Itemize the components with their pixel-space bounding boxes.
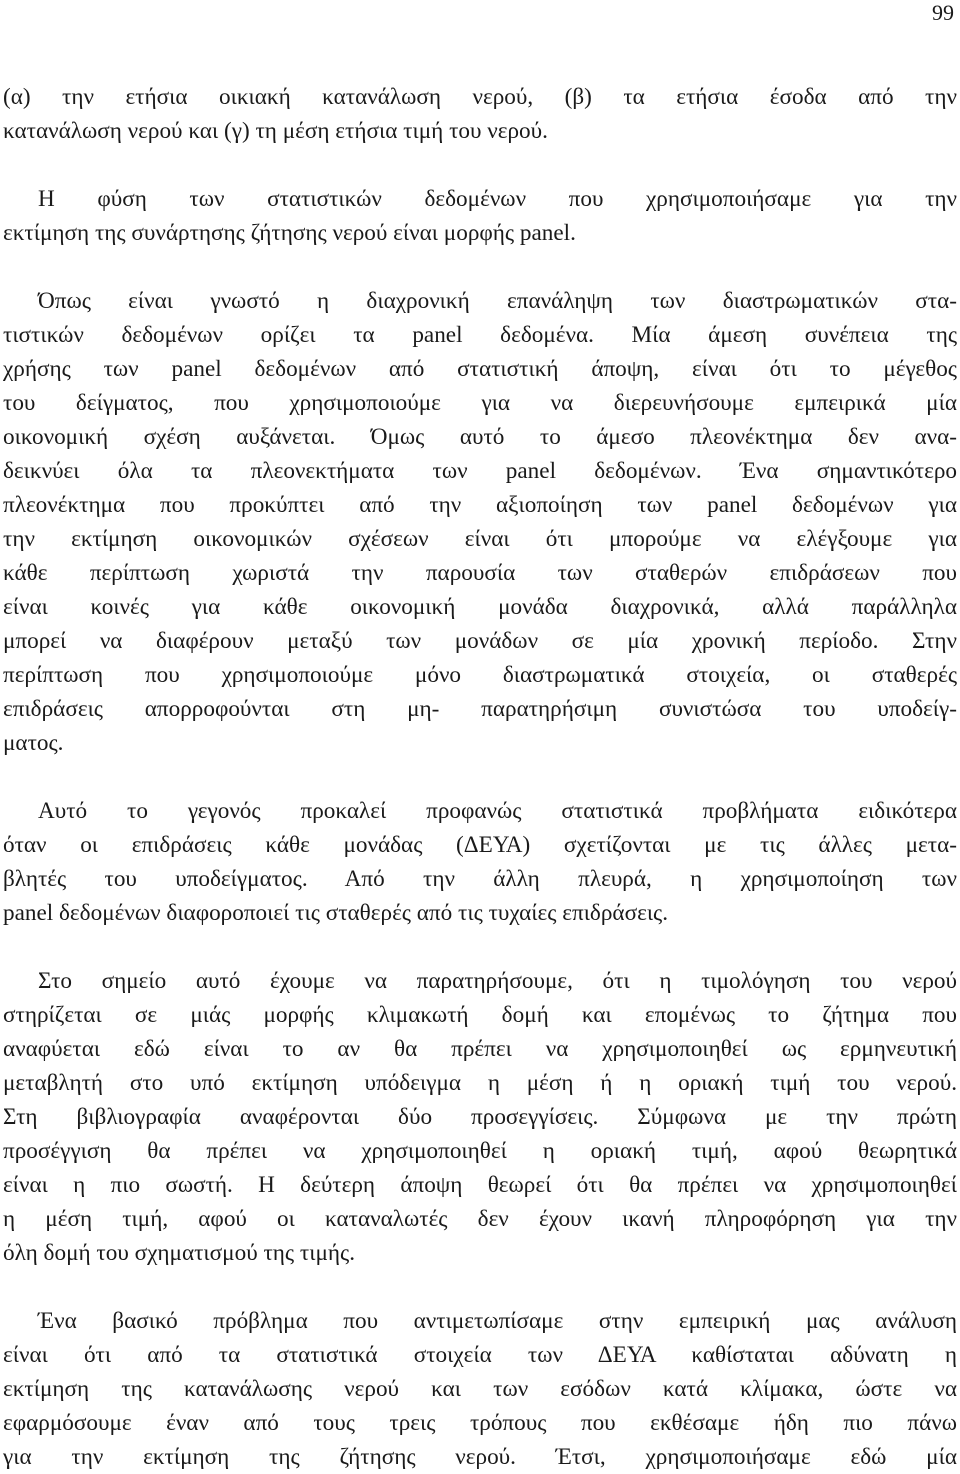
text-line: όλη δομή του σχηματισμού της τιμής. (3, 1240, 355, 1266)
text-line: στηρίζεται σε μιάς μορφής κλιμακωτή δομή και επομένως το ζήτημα που (3, 1002, 957, 1028)
page-number: 99 (932, 0, 954, 25)
text-line: Η φύση των στατιστικών δεδομένων που χρησιμοποιήσαμε για την (38, 186, 957, 212)
body-text (3, 80, 957, 1474)
text-line: περίπτωση που χρησιμοποιούμε μόνο διαστρωματικά στοιχεία, οι σταθερές (3, 662, 957, 688)
text-line: Όπως είναι γνωστό η διαχρονική επανάληψη των διαστρωματικών στα- (38, 288, 957, 314)
text-line: πλεονέκτημα που προκύπτει από την αξιοποίηση των panel δεδομένων για (3, 492, 957, 518)
text-line: panel δεδομένων διαφοροποιεί τις σταθερές από τις τυχαίες επιδράσεις. (3, 900, 669, 926)
text-line: του δείγματος, που χρησιμοποιούμε για να διερευνήσουμε εμπειρικά μία (3, 390, 957, 416)
paragraph-gap (3, 148, 957, 182)
text-line: αναφύεται εδώ είναι το αν θα πρέπει να χρησιμοποιηθεί ως ερμηνευτική (3, 1036, 957, 1062)
text-line: δεικνύει όλα τα πλεονεκτήματα των panel δεδομένων. Ένα σημαντικότερο (3, 458, 957, 484)
text-line: εκτίμηση της κατανάλωσης νερού και των εσόδων κατά κλίμακα, ώστε να (3, 1376, 957, 1402)
text-line: την εκτίμηση οικονομικών σχέσεων είναι ότι μπορούμε να ελέγξουμε για (3, 526, 957, 552)
text-line: μπορεί να διαφέρουν μεταξύ των μονάδων σε μία χρονική περίοδο. Στην (3, 628, 957, 654)
text-line: κάθε περίπτωση χωριστά την παρουσία των σταθερών επιδράσεων που (3, 560, 957, 586)
paragraph-gap (3, 1270, 957, 1304)
text-line: εφαρμόσουμε έναν από τους τρεις τρόπους που εκθέσαμε ήδη πιο πάνω (3, 1410, 957, 1436)
text-line: Στη βιβλιογραφία αναφέρονται δύο προσεγγίσεις. Σύμφωνα με την πρώτη (3, 1104, 957, 1130)
text-line: κατανάλωση νερού και (γ) τη μέση ετήσια τιμή του νερού. (3, 118, 548, 144)
text-line: εκτίμηση της συνάρτησης ζήτησης νερού είναι μορφής panel. (3, 220, 576, 246)
text-line: ματος. (3, 730, 64, 756)
text-line: τιστικών δεδομένων ορίζει τα panel δεδομένα. Μία άμεση συνέπεια της (3, 322, 957, 348)
text-line: προσέγγιση θα πρέπει να χρησιμοποιηθεί η οριακή τιμή, αφού θεωρητικά (3, 1138, 957, 1164)
text-line: Ένα βασικό πρόβλημα που αντιμετωπίσαμε στην εμπειρική μας ανάλυση (38, 1308, 957, 1334)
text-line: είναι ότι από τα στατιστικά στοιχεία των ΔΕΥΑ καθίσταται αδύνατη η (3, 1342, 957, 1368)
text-line: μεταβλητή στο υπό εκτίμηση υπόδειγμα η μέση ή η οριακή τιμή του νερού. (3, 1070, 957, 1096)
text-line: για την εκτίμηση της ζήτησης νερού. Έτσι, χρησιμοποιήσαμε εδώ μία (3, 1444, 957, 1470)
text-line: (α) την ετήσια οικιακή κατανάλωση νερού, (β) τα ετήσια έσοδα από την (3, 84, 957, 110)
text-line: όταν οι επιδράσεις κάθε μονάδας (ΔΕΥΑ) σχετίζονται με τις άλλες μετα- (3, 832, 957, 858)
paragraph-gap (3, 930, 957, 964)
text-line: Στο σημείο αυτό έχουμε να παρατηρήσουμε, ότι η τιμολόγηση του νερού (38, 968, 957, 994)
paragraph-gap (3, 760, 957, 794)
text-line: είναι η πιο σωστή. Η δεύτερη άποψη θεωρεί ότι θα πρέπει να χρησιμοποιηθεί (3, 1172, 957, 1198)
text-line: Αυτό το γεγονός προκαλεί προφανώς στατιστικά προβλήματα ειδικότερα (38, 798, 957, 824)
text-line: οικονομική σχέση αυξάνεται. Όμως αυτό το άμεσο πλεονέκτημα δεν ανα- (3, 424, 957, 450)
text-line: επιδράσεις απορροφούνται στη μη- παρατηρήσιμη συνιστώσα του υποδείγ- (3, 696, 957, 722)
text-line: βλητές του υποδείγματος. Από την άλλη πλευρά, η χρησιμοποίηση των (3, 866, 957, 892)
text-line: χρήσης των panel δεδομένων από στατιστική άποψη, είναι ότι το μέγεθος (3, 356, 957, 382)
paragraph-gap (3, 250, 957, 284)
text-line: είναι κοινές για κάθε οικονομική μονάδα διαχρονικά, αλλά παράλληλα (3, 594, 957, 620)
text-line: η μέση τιμή, αφού οι καταναλωτές δεν έχουν ικανή πληροφόρηση για την (3, 1206, 957, 1232)
